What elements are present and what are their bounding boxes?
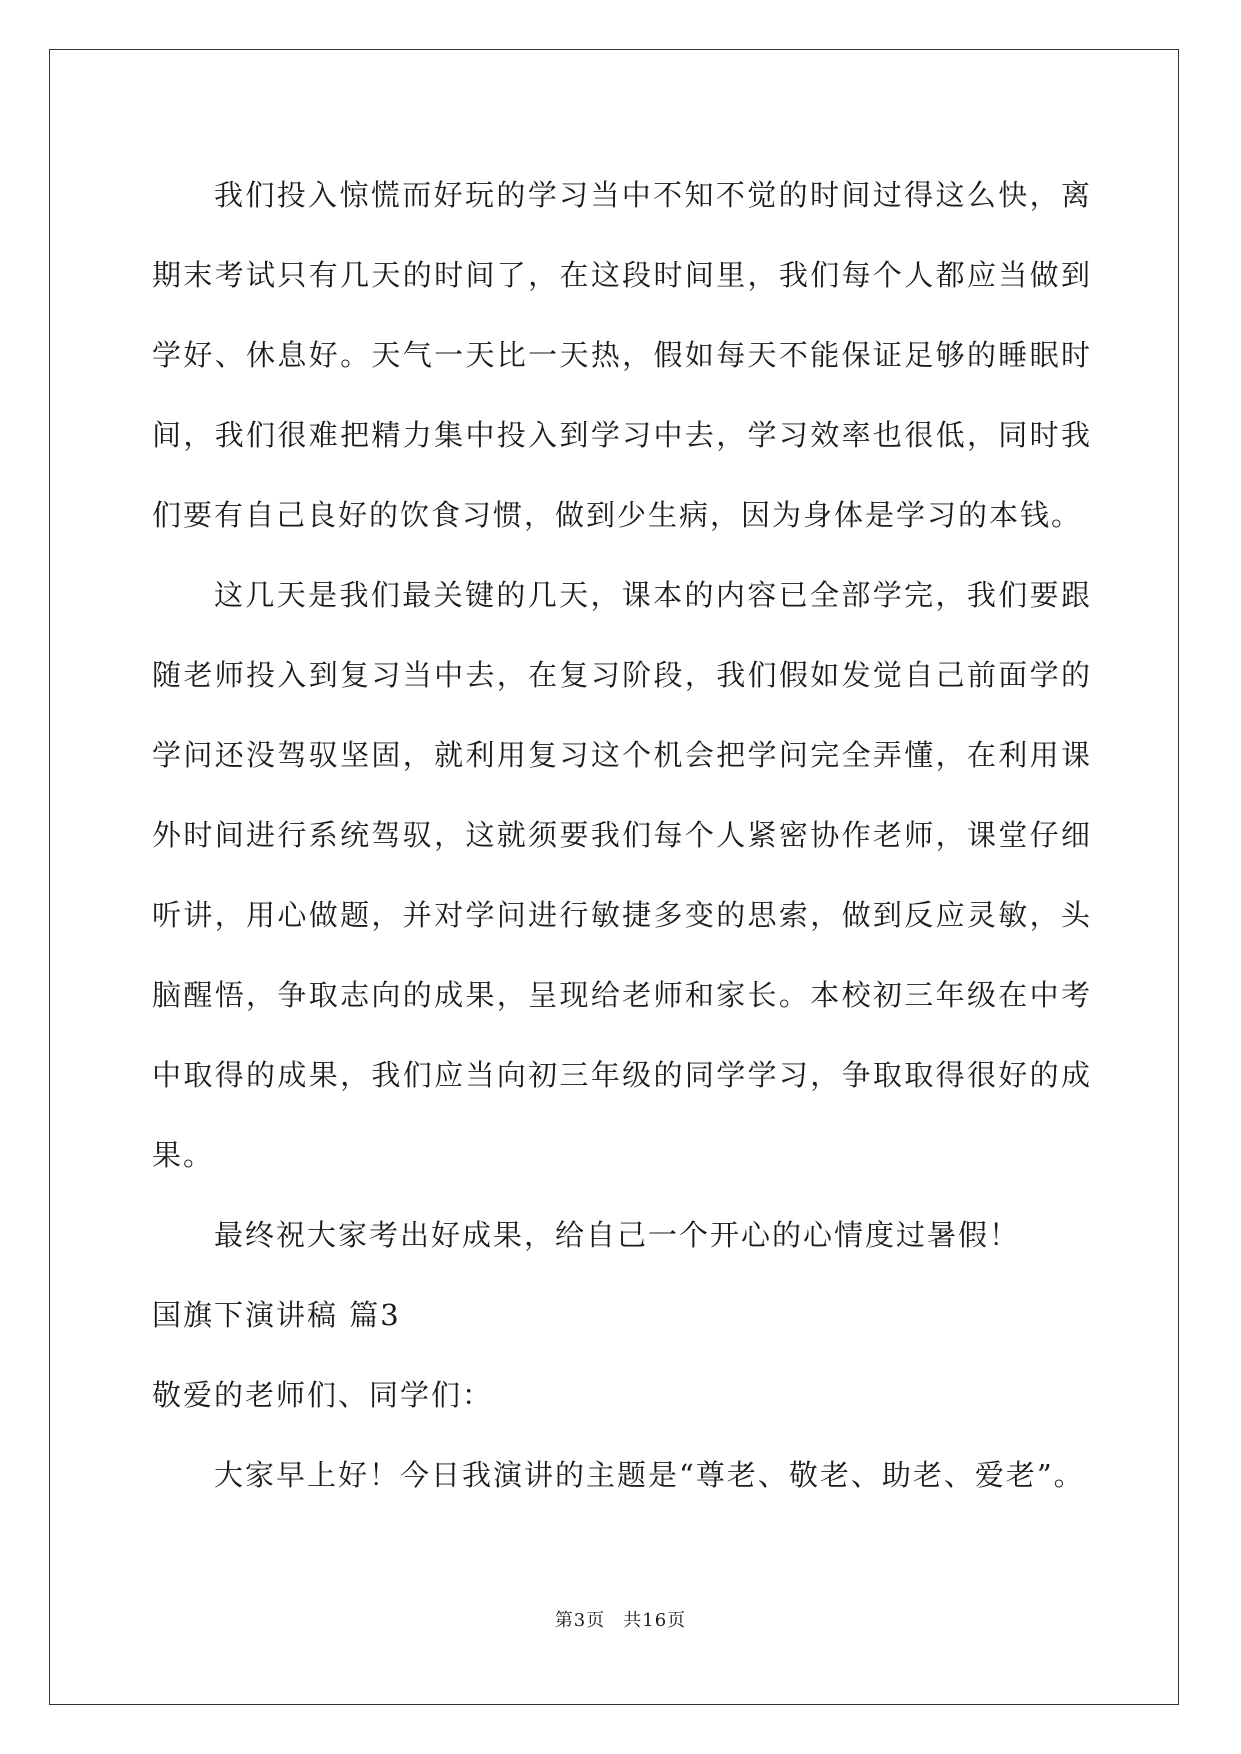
paragraph-3: 最终祝大家考出好成果，给自己一个开心的心情度过暑假！ [214, 1218, 1021, 1252]
paragraph-2: 这几天是我们最关键的几天，课本的内容已全部学完，我们要跟随老师投入到复习当中去，在复习阶段，我们假如发觉自己前面学的学问还没驾驭坚固，就利用复习这个机会把学问完全弄懂，在利用课外时间进行系统驾驭，这就须要我们每个人紧密协作老师，课堂仔细听讲，用心做题，并对学问进行敏捷多变的思索，做到反应灵敏，头脑醒悟，争取志向的成果，呈现给老师和家长。本校初三年级在中考中取得的成果，我们应当向初三年级的同学学习，争取取得很好的成果。 [152, 578, 1092, 1172]
document-body [152, 155, 1092, 1515]
section-title: 国旗下演讲稿 篇3 [152, 1298, 401, 1332]
opening-paragraph: 大家早上好！今日我演讲的主题是“尊老、敬老、助老、爱老”。 [214, 1458, 1085, 1492]
paragraph-1: 我们投入惊慌而好玩的学习当中不知不觉的时间过得这么快，离期末考试只有几天的时间了，在这段时间里，我们每个人都应当做到学好、休息好。天气一天比一天热，假如每天不能保证足够的睡眠时间，我们很难把精力集中投入到学习中去，学习效率也很低，同时我们要有自己良好的饮食习惯，做到少生病，因为身体是学习的本钱。 [152, 178, 1092, 532]
page-footer [0, 1606, 1241, 1632]
page-number: 第3页 [554, 1610, 606, 1631]
total-pages: 共16页 [623, 1610, 687, 1631]
salutation: 敬爱的老师们、同学们： [152, 1378, 494, 1412]
